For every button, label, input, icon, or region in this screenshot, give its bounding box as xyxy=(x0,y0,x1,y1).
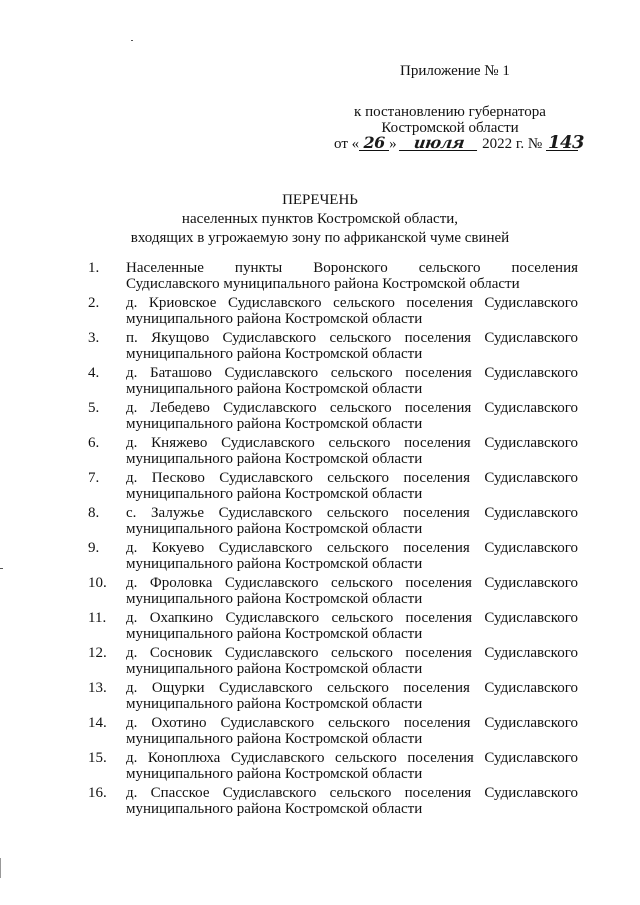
list-item-text-line-2: муниципального района Костромской области xyxy=(126,416,423,432)
list-item-text-line-1: д. Ощурки Судиславского сельского поселения Судиславского xyxy=(126,680,578,696)
list-item-text xyxy=(126,400,578,435)
list-item-text-line-1: д. Лебедево Судиславского сельского поселения Судиславского xyxy=(126,400,578,416)
list-item-text xyxy=(126,715,578,750)
list-item xyxy=(88,470,578,505)
list-item-text-line-1: п. Якущово Судиславского сельского поселения Судиславского xyxy=(126,330,578,346)
list-item-text xyxy=(126,435,578,470)
list-item-number: 5. xyxy=(88,400,100,416)
list-item-text-line-2: Судиславского муниципального района Костромской области xyxy=(126,276,520,292)
list-item-text xyxy=(126,260,578,295)
list-item-number: 11. xyxy=(88,610,107,626)
list-item-text-line-2: муниципального района Костромской области xyxy=(126,626,423,642)
list-item-number: 1. xyxy=(88,260,100,276)
list-item-text-line-1: д. Спасское Судиславского сельского поселения Судиславского xyxy=(126,785,578,801)
decree-reference xyxy=(300,104,600,152)
list-item xyxy=(88,400,578,435)
list-item-text-line-1: д. Охотино Судиславского сельского поселения Судиславского xyxy=(126,715,578,731)
date-mid: » xyxy=(389,136,397,152)
title-line-3: входящих в угрожаемую зону по африканской чуме свиней xyxy=(130,230,510,246)
list-item-text xyxy=(126,470,578,505)
list-item-text xyxy=(126,750,578,785)
decree-line-2: Костромской области xyxy=(381,120,519,136)
list-item-text-line-2: муниципального района Костромской области xyxy=(126,661,423,677)
list-item-text xyxy=(126,365,578,400)
list-item-number: 7. xyxy=(88,470,100,486)
list-item xyxy=(88,645,578,680)
list-item xyxy=(88,750,578,785)
list-item-number: 15. xyxy=(88,750,107,766)
scan-artifact xyxy=(0,568,3,569)
list-item-text xyxy=(126,645,578,680)
list-item xyxy=(88,330,578,365)
list-item-text-line-2: муниципального района Костромской области xyxy=(126,451,423,467)
list-item-text xyxy=(126,680,578,715)
list-item-text-line-2: муниципального района Костромской области xyxy=(126,731,423,747)
list-item-number: 12. xyxy=(88,645,107,661)
handwritten-decree-number: 143 xyxy=(547,132,585,153)
date-year: 2022 г. № xyxy=(482,136,543,152)
list-item-text xyxy=(126,330,578,365)
list-item-number: 4. xyxy=(88,365,100,381)
list-item-number: 10. xyxy=(88,575,107,591)
list-item-text xyxy=(126,785,578,820)
list-item xyxy=(88,435,578,470)
list-item-number: 14. xyxy=(88,715,107,731)
list-item-text-line-2: муниципального района Костромской области xyxy=(126,521,423,537)
list-item xyxy=(88,505,578,540)
list-item-text-line-1: д. Сосновик Судиславского сельского поселения Судиславского xyxy=(126,645,578,661)
list-item-text xyxy=(126,610,578,645)
list-item xyxy=(88,575,578,610)
list-item xyxy=(88,295,578,330)
list-item-text xyxy=(126,295,578,330)
list-item-text-line-2: муниципального района Костромской области xyxy=(126,766,423,782)
list-item-text-line-2: муниципального района Костромской области xyxy=(126,696,423,712)
document-title xyxy=(100,191,540,248)
list-item-text xyxy=(126,505,578,540)
list-item xyxy=(88,540,578,575)
title-line-2: населенных пунктов Костромской области, xyxy=(181,211,459,227)
list-item-number: 16. xyxy=(88,785,107,801)
scan-artifact xyxy=(0,858,1,878)
list-item-text-line-2: муниципального района Костромской области xyxy=(126,801,423,817)
list-item-number: 8. xyxy=(88,505,100,521)
list-item xyxy=(88,610,578,645)
scan-artifact xyxy=(131,40,133,41)
list-item-text-line-2: муниципального района Костромской области xyxy=(126,486,423,502)
list-item-text-line-1: д. Песково Судиславского сельского поселения Судиславского xyxy=(126,470,578,486)
list-item-text-line-1: д. Коноплюха Судиславского сельского поселения Судиславского xyxy=(126,750,578,766)
list-item-text xyxy=(126,540,578,575)
list-item-text-line-2: муниципального района Костромской области xyxy=(126,311,423,327)
list-item-text-line-1: д. Кокуево Судиславского сельского поселения Судиславского xyxy=(126,540,578,556)
list-item-text-line-1: д. Охапкино Судиславского сельского поселения Судиславского xyxy=(126,610,578,626)
list-item-text-line-2: муниципального района Костромской области xyxy=(126,556,423,572)
list-item-number: 2. xyxy=(88,295,100,311)
list-item xyxy=(88,680,578,715)
appendix-label: Приложение № 1 xyxy=(400,63,510,79)
list-item xyxy=(88,365,578,400)
date-prefix: от « xyxy=(334,136,360,152)
decree-date-line xyxy=(306,132,606,153)
handwritten-month: июля xyxy=(399,136,479,151)
list-item-text xyxy=(126,575,578,610)
title-line-1: ПЕРЕЧЕНЬ xyxy=(282,192,358,208)
list-item-text-line-1: д. Княжево Судиславского сельского поселения Судиславского xyxy=(126,435,578,451)
list-item xyxy=(88,785,578,820)
list-item-text-line-2: муниципального района Костромской области xyxy=(126,591,423,607)
list-item xyxy=(88,260,578,295)
list-item-text-line-2: муниципального района Костромской области xyxy=(126,381,423,397)
handwritten-day: 26 xyxy=(359,136,389,151)
list-item-text-line-1: д. Баташово Судиславского сельского поселения Судиславского xyxy=(126,365,578,381)
list-item xyxy=(88,715,578,750)
list-item-number: 9. xyxy=(88,540,100,556)
list-item-text-line-1: д. Криовское Судиславского сельского поселения Судиславского xyxy=(126,295,578,311)
list-item-text-line-1: д. Фроловка Судиславского сельского поселения Судиславского xyxy=(126,575,578,591)
list-item-text-line-1: Населенные пункты Воронского сельского поселения xyxy=(126,260,578,276)
decree-line-1: к постановлению губернатора xyxy=(354,104,546,120)
list-item-number: 13. xyxy=(88,680,107,696)
list-item-text-line-2: муниципального района Костромской области xyxy=(126,346,423,362)
list-item-text-line-1: с. Залужье Судиславского сельского поселения Судиславского xyxy=(126,505,578,521)
settlement-list xyxy=(88,260,578,820)
list-item-number: 3. xyxy=(88,330,100,346)
list-item-number: 6. xyxy=(88,435,100,451)
